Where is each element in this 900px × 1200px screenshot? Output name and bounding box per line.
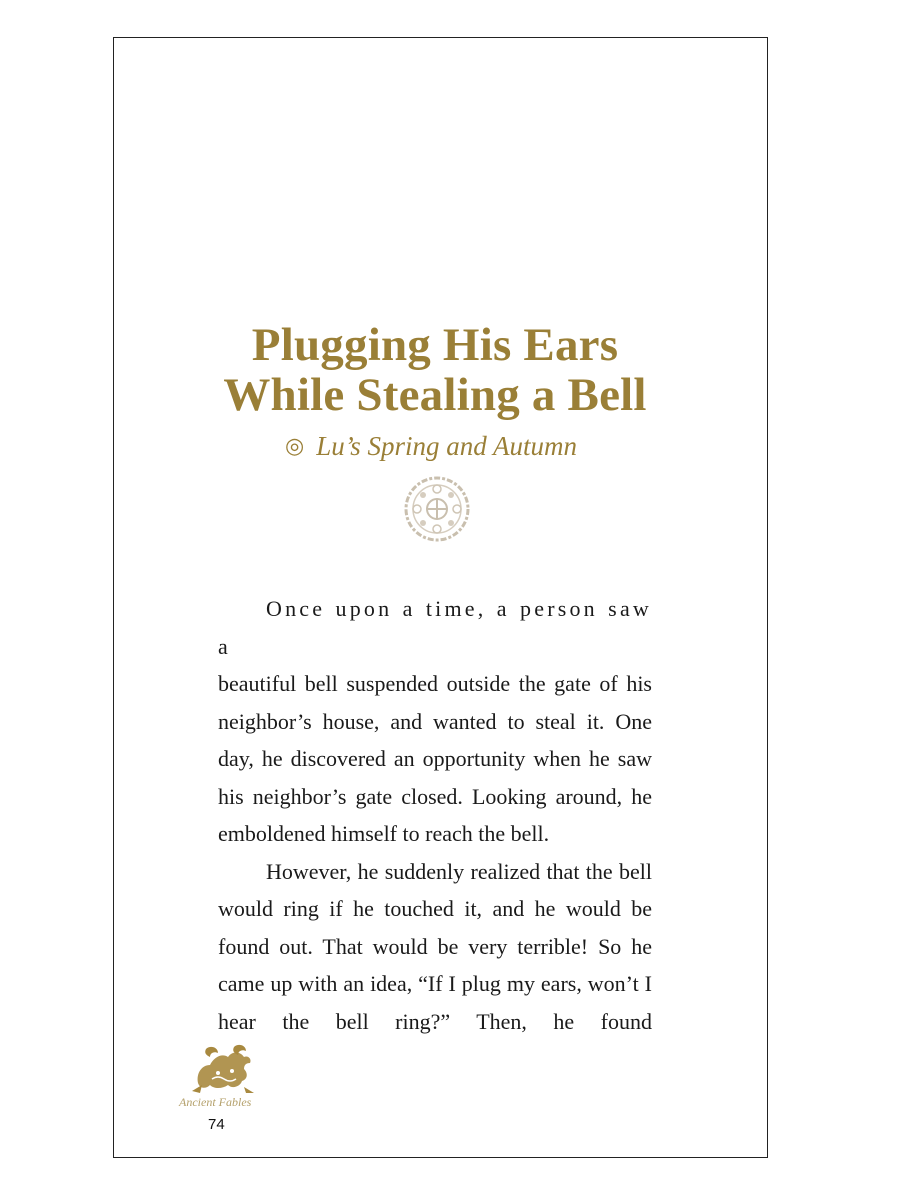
paragraph-2: However, he suddenly realized that the bell would ring if he touched it, and he would be found out. That would be very terrible! So he came up with an idea, “If I plug my ears, won’t I hear the bell ring?” Then, he found bbox=[218, 858, 652, 1034]
title-line-2: While Stealing a Bell bbox=[223, 369, 647, 421]
dragon-emblem-icon bbox=[188, 1043, 258, 1095]
source-mark-icon: ◎ bbox=[285, 433, 305, 458]
source-text: Lu’s Spring and Autumn bbox=[316, 431, 578, 461]
story-body bbox=[218, 590, 652, 1040]
book-series-label: Ancient Fables bbox=[179, 1095, 252, 1109]
source-citation bbox=[285, 430, 645, 464]
paragraph-1-first-line: Once upon a time, a person saw a bbox=[218, 596, 652, 659]
paragraph-1-rest: beautiful bell suspended outside the gate of his neighbor’s house, and wanted to steal it. One day, he discovered an opportunity when he saw his neighbor’s gate closed. Looking around, he emboldened himself to reach the bell. bbox=[218, 671, 652, 846]
seal-ornament-icon bbox=[403, 475, 471, 543]
title-line-1: Plugging His Ears bbox=[251, 319, 619, 371]
page-title bbox=[150, 320, 720, 420]
page-number: 74 bbox=[208, 1116, 225, 1133]
